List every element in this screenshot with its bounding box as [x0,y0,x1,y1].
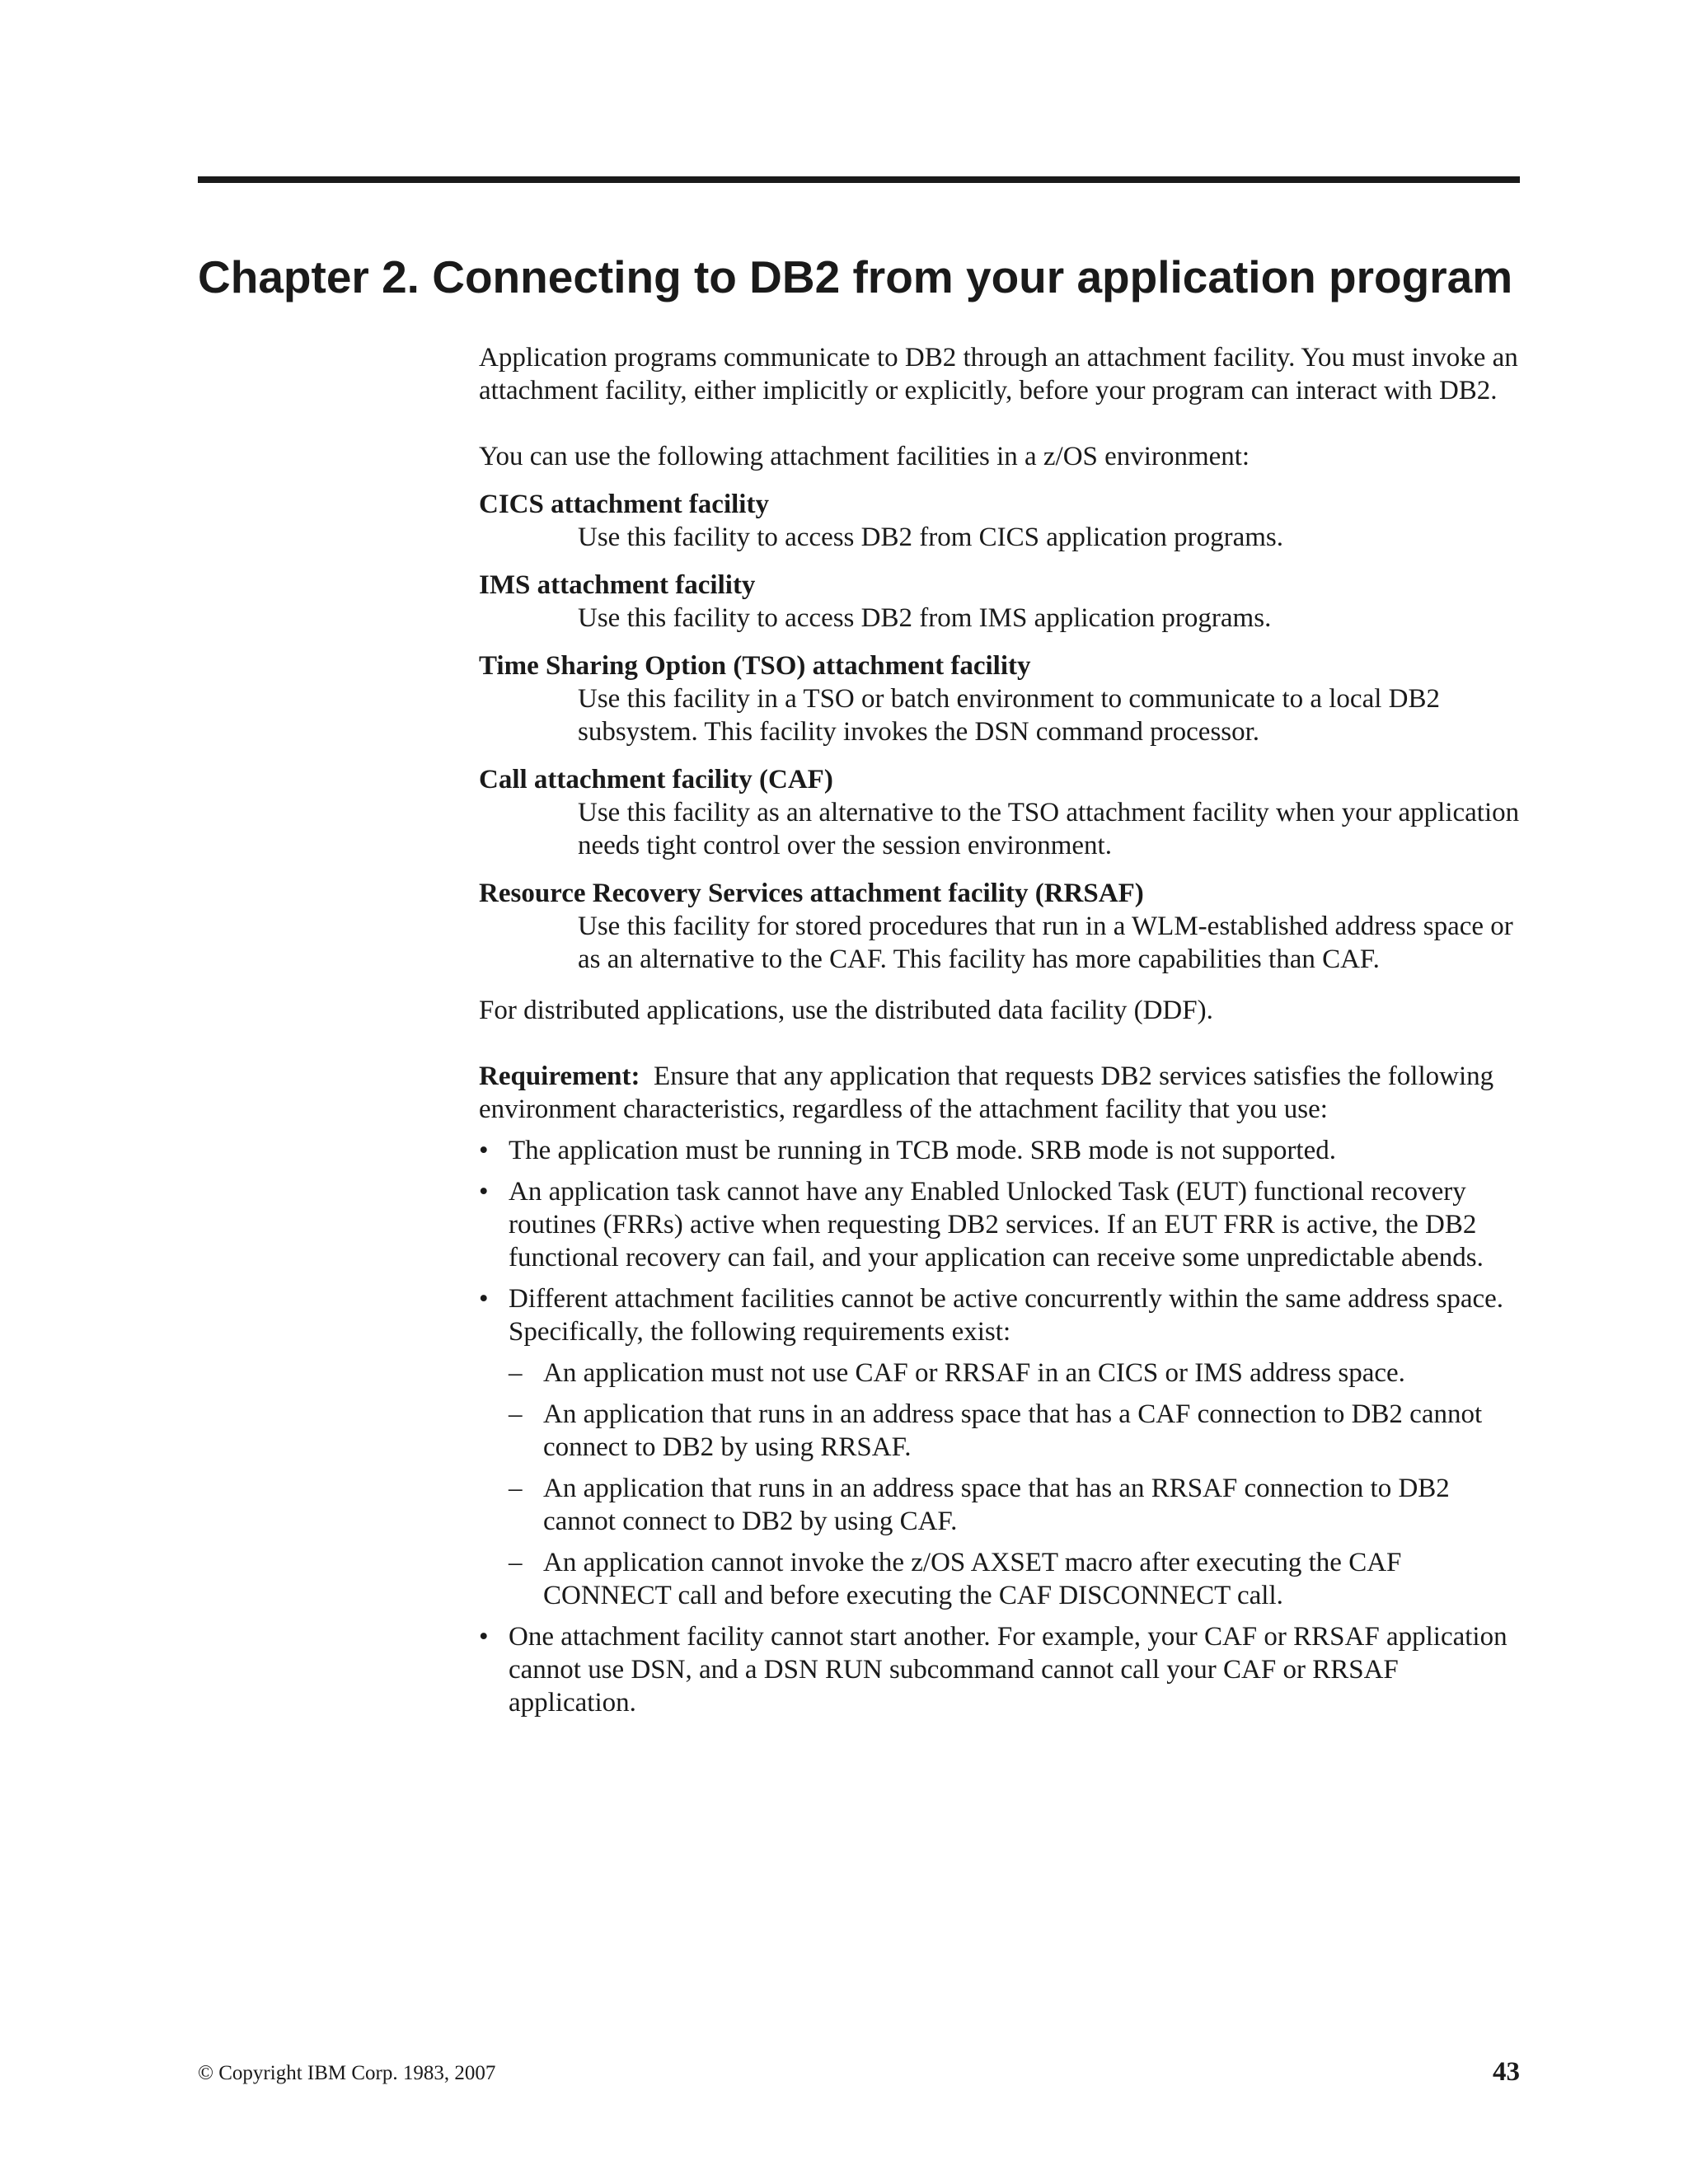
chapter-body [479,341,1526,1727]
footer-page-number: 43 [1493,2057,1520,2087]
sub-list-item [509,1472,1526,1538]
facility-term-tso: Time Sharing Option (TSO) attachment facility [479,651,1031,681]
requirement-label: Requirement: [479,1062,640,1091]
distributed-paragraph: For distributed applications, use the distributed data facility (DDF). [479,996,1213,1025]
dash-marker: – [509,1358,523,1388]
facility-term-cics: CICS attachment facility [479,490,769,519]
footer-copyright: © Copyright IBM Corp. 1983, 2007 [198,2062,496,2084]
facility-term-rrsaf: Resource Recovery Services attachment facility (RRSAF) [479,879,1144,908]
facility-term-caf: Call attachment facility (CAF) [479,765,833,794]
bullet-marker: • [479,1622,489,1652]
facility-desc-caf: Use this facility as an alternative to the TSO attachment facility when your application needs tight control over the session environment. [578,798,1520,860]
list-item [479,1620,1526,1719]
list-item [479,1175,1526,1274]
list-item [479,1282,1526,1612]
bullet-text: Different attachment facilities cannot be active concurrently within the same address space. Specifically, the following requirements exist: [509,1284,1504,1347]
requirement-sub-list [509,1357,1526,1612]
sub-list-item [509,1398,1526,1464]
bullet-marker: • [479,1284,489,1314]
facility-desc-rrsaf: Use this facility for stored procedures that run in a WLM-established address space or as an alternative to the CAF. This facility has more capabilities than CAF. [578,912,1513,974]
chapter-top-rule [198,176,1520,183]
dash-marker: – [509,1474,523,1503]
facility-definition-list [479,488,1526,976]
bullet-marker: • [479,1177,489,1207]
bullet-text: One attachment facility cannot start another. For example, your CAF or RRSAF application cannot use DSN, and a DSN RUN subcommand cannot call your CAF or RRSAF application. [509,1622,1507,1718]
facilities-lead-paragraph: You can use the following attachment facilities in a z/OS environment: [479,442,1250,471]
facility-desc-ims: Use this facility to access DB2 from IMS application programs. [578,603,1272,633]
facility-desc-tso: Use this facility in a TSO or batch environment to communicate to a local DB2 subsystem. This facility invokes the DSN command processor. [578,684,1440,747]
bullet-text: An application task cannot have any Enabled Unlocked Task (EUT) functional recovery routines (FRRs) active when requesting DB2 services. If an EUT FRR is active, the DB2 functional recovery can fail, and your application can receive some unpredictable abends. [509,1177,1484,1272]
requirement-text: Ensure that any application that requests DB2 services satisfies the following environment characteristics, regardless of the attachment facility that you use: [479,1062,1494,1124]
sub-bullet-text: An application that runs in an address space that has a CAF connection to DB2 cannot connect to DB2 by using RRSAF. [543,1399,1483,1462]
bullet-marker: • [479,1136,489,1165]
facility-term-ims: IMS attachment facility [479,570,756,600]
sub-list-item [509,1546,1526,1612]
facility-desc-cics: Use this facility to access DB2 from CICS application programs. [578,523,1284,552]
sub-list-item [509,1357,1526,1390]
requirement-paragraph [479,1060,1526,1126]
requirement-bullet-list [479,1134,1526,1719]
sub-bullet-text: An application must not use CAF or RRSAF in an CICS or IMS address space. [543,1358,1405,1388]
intro-paragraph: Application programs communicate to DB2 through an attachment facility. You must invoke an attachment facility, either implicitly or explicitly, before your program can interact with DB2. [479,343,1518,405]
dash-marker: – [509,1548,523,1577]
chapter-title: Chapter 2. Connecting to DB2 from your application program [198,251,1513,302]
sub-bullet-text: An application cannot invoke the z/OS AXSET macro after executing the CAF CONNECT call and before executing the CAF DISCONNECT call. [543,1548,1402,1610]
bullet-text: The application must be running in TCB mode. SRB mode is not supported. [509,1136,1336,1165]
list-item [479,1134,1526,1167]
sub-bullet-text: An application that runs in an address space that has an RRSAF connection to DB2 cannot connect to DB2 by using CAF. [543,1474,1450,1536]
dash-marker: – [509,1399,523,1429]
